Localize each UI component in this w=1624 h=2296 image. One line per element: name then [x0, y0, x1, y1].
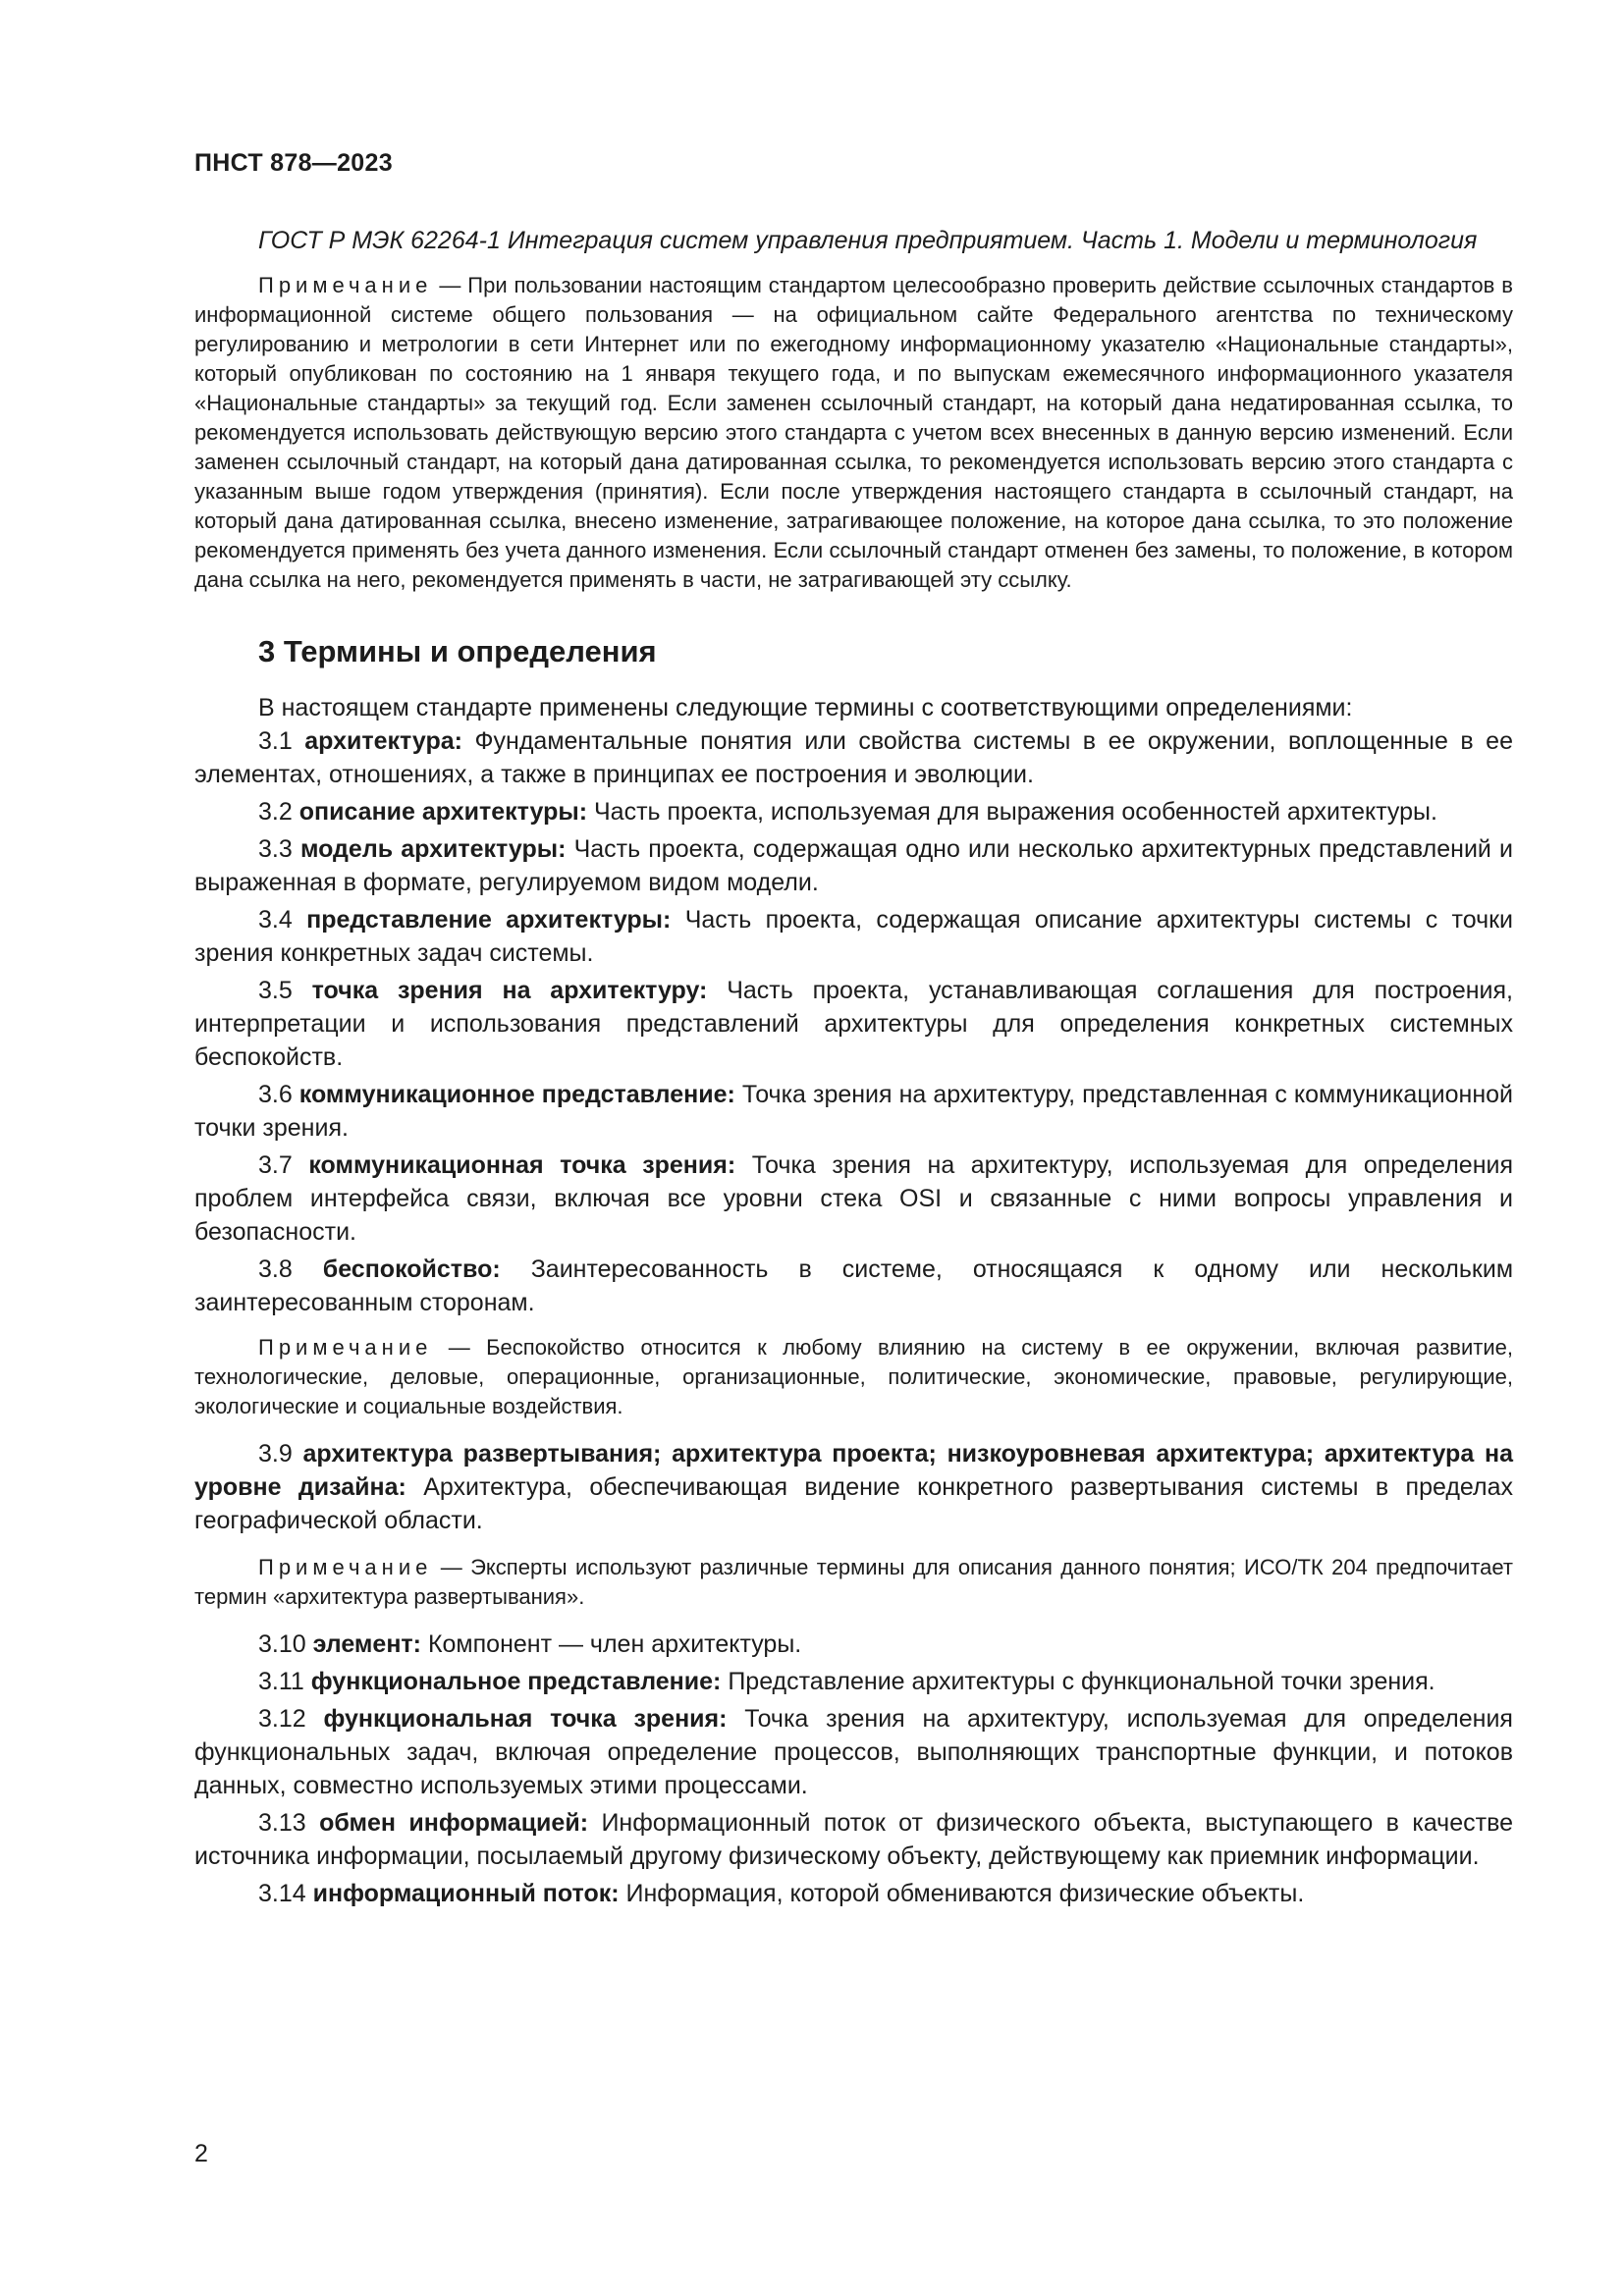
term-entry	[194, 832, 1513, 899]
normative-reference: ГОСТ Р МЭК 62264-1 Интеграция систем управления предприятием. Часть 1. Модели и терминология	[258, 227, 1478, 254]
term-entry	[194, 1665, 1513, 1698]
note-text: — При пользовании настоящим стандартом целесообразно проверить действие ссылочных стандартов в информационной системе общего пользования — на официальном сайте Федерального агентства по техническому регулированию и метрологии в сети Интернет или по ежегодному информационному указателю «Национальные стандарты», который опубликован по состоянию на 1 января текущего года, и по выпускам ежемесячного информационного указателя «Национальные стандарты» за текущий год. Если заменен ссылочный стандарт, на который дана недатированная ссылка, то рекомендуется использовать действующую версию этого стандарта с учетом всех внесенных в данную версию изменений. Если заменен ссылочный стандарт, на который дана датированная ссылка, то рекомендуется использовать версию этого стандарта с указанным выше годом утверждения (принятия). Если после утверждения настоящего стандарта в ссылочный стандарт, на который дана датированная ссылка, внесено изменение, затрагивающее положение, на которое дана ссылка, то это положение рекомендуется применять без учета данного изменения. Если ссылочный стандарт отменен без замены, то положение, в котором дана ссылка на него, рекомендуется применять в части, не затрагивающей эту ссылку.	[194, 273, 1513, 592]
term-entry	[194, 1877, 1513, 1910]
term-number: 3.8	[258, 1255, 293, 1283]
note-text: — Эксперты используют различные термины для описания данного понятия; ИСО/ТК 204 предпочитает термин «архитектура развертывания».	[194, 1555, 1513, 1609]
term-number: 3.13	[258, 1809, 306, 1837]
section-intro: В настоящем стандарте применены следующие термины с соответствующими определениями:	[258, 694, 1353, 721]
term-name: коммуникационная точка зрения:	[308, 1151, 736, 1179]
term-entry	[194, 795, 1513, 828]
term-definition: Фундаментальные понятия или свойства системы в ее окружении, воплощенные в ее элементах, отношениях, а также в принципах ее построения и эволюции.	[194, 727, 1513, 788]
term-definition: Часть проекта, используемая для выражения особенностей архитектуры.	[594, 798, 1437, 826]
term-number: 3.5	[258, 977, 293, 1004]
term-number: 3.11	[258, 1668, 304, 1695]
term-name: архитектура:	[304, 727, 462, 755]
term-entry	[194, 974, 1513, 1074]
term-name: обмен информацией:	[319, 1809, 589, 1837]
term-entry	[194, 1806, 1513, 1873]
page-number: 2	[194, 2140, 208, 2167]
term-name: функциональное представление:	[310, 1668, 722, 1695]
note-concern	[194, 1333, 1513, 1421]
term-entry	[194, 1078, 1513, 1145]
note-references	[194, 271, 1513, 595]
term-number: 3.12	[258, 1705, 306, 1733]
term-number: 3.14	[258, 1880, 306, 1907]
term-definition: Точка зрения на архитектуру, представленная с коммуникационной точки зрения.	[194, 1081, 1514, 1142]
note-label: Примечание	[258, 273, 433, 297]
page-content	[194, 224, 1513, 1910]
term-name: описание архитектуры:	[298, 798, 588, 826]
term-entry	[194, 1253, 1513, 1319]
section-heading: 3 Термины и определения	[258, 634, 657, 668]
term-definition: Часть проекта, содержащая одно или несколько архитектурных представлений и выраженная в формате, регулируемом видом модели.	[194, 835, 1513, 896]
term-definition: Часть проекта, содержащая описание архитектуры системы с точки зрения конкретных задач системы.	[194, 906, 1514, 967]
term-name: представление архитектуры:	[306, 906, 672, 934]
term-entry	[194, 1148, 1513, 1249]
note-deployment	[194, 1553, 1513, 1612]
term-number: 3.4	[258, 906, 293, 934]
term-definition: Архитектура, обеспечивающая видение конкретного развертывания системы в пределах географической области.	[194, 1473, 1513, 1534]
term-definition: Точка зрения на архитектуру, используемая для определения проблем интерфейса связи, включая все уровни стека OSI и связанные с ними вопросы управления и безопасности.	[194, 1151, 1514, 1246]
term-definition: Часть проекта, устанавливающая соглашения для построения, интерпретации и использования представлений архитектуры для определения конкретных системных беспокойств.	[194, 977, 1513, 1071]
term-entry	[194, 724, 1513, 791]
term-number: 3.6	[258, 1081, 293, 1108]
term-definition: Заинтересованность в системе, относящаяся к одному или нескольким заинтересованным сторонам.	[194, 1255, 1514, 1316]
term-definition: Представление архитектуры с функциональной точки зрения.	[728, 1668, 1435, 1695]
term-name: коммуникационное представление:	[298, 1081, 735, 1108]
term-number: 3.2	[258, 798, 293, 826]
term-entry	[194, 1702, 1513, 1802]
term-entry	[194, 1437, 1513, 1537]
term-name: элемент:	[312, 1630, 422, 1658]
term-definition: Точка зрения на архитектуру, используемая для определения функциональных задач, включая определение процессов, выполняющих транспортные функции, и потоков данных, совместно используемых этими процессами.	[194, 1705, 1513, 1799]
term-definition: Компонент — член архитектуры.	[427, 1630, 802, 1658]
document-id-header: ПНСТ 878—2023	[194, 149, 393, 177]
term-name: модель архитектуры:	[299, 835, 567, 863]
term-definition: Информационный поток от физического объекта, выступающего в качестве источника информации, посылаемый другому физическому объекту, действующему как приемник информации.	[194, 1809, 1513, 1870]
term-name: информационный поток:	[312, 1880, 620, 1907]
term-number: 3.9	[258, 1440, 293, 1468]
term-number: 3.10	[258, 1630, 306, 1658]
term-entry	[194, 903, 1513, 970]
term-definition: Информация, которой обмениваются физические объекты.	[625, 1880, 1305, 1907]
term-name: архитектура развертывания; архитектура проекта; низкоуровневая архитектура; архитектура на уровне дизайна:	[194, 1440, 1513, 1501]
term-number: 3.1	[258, 727, 293, 755]
note-label: Примечание	[258, 1555, 433, 1579]
term-name: беспокойство:	[322, 1255, 501, 1283]
note-label: Примечание	[258, 1335, 433, 1360]
term-name: функциональная точка зрения:	[323, 1705, 728, 1733]
note-text: — Беспокойство относится к любому влиянию на систему в ее окружении, включая развитие, технологические, деловые, операционные, организационные, политические, экономические, правовые, регулирующие, экологические и социальные воздействия.	[194, 1335, 1513, 1418]
term-number: 3.3	[258, 835, 293, 863]
term-entry	[194, 1628, 1513, 1661]
term-name: точка зрения на архитектуру:	[311, 977, 708, 1004]
term-number: 3.7	[258, 1151, 293, 1179]
